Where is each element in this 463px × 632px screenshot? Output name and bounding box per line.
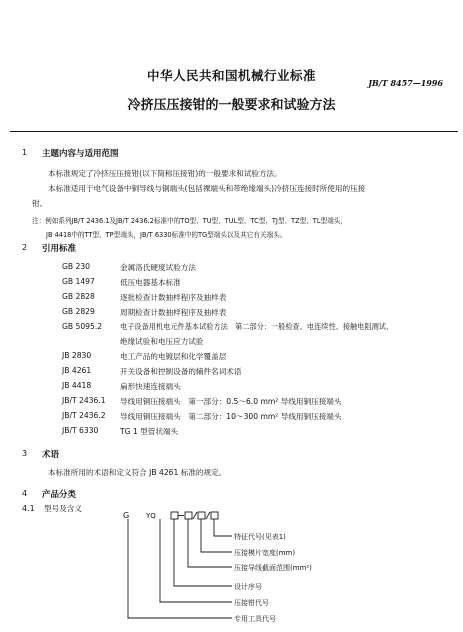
section-1-paragraph-2-cont: 钳。: [32, 199, 48, 208]
standard-category-title: 中华人民共和国机械行业标准: [146, 68, 316, 83]
reference-code: GB 5095.2: [62, 322, 103, 331]
section-2-title: 引用标准: [42, 244, 77, 254]
diagram-label: 压接模片宽度(mm): [234, 549, 296, 557]
reference-title: 金属洛氏硬度试验方法: [120, 263, 196, 272]
section-1-note-line-1: 注：例如系列JB/T 2436.1及JB/T 2436.2标准中的TO型、TU型、TUL型、TC型、TJ型、TZ型、TL型端头，: [32, 217, 347, 225]
diagram-label: 特征代号(见表1): [234, 533, 286, 541]
reference-code: JB/T 2436.2: [62, 411, 106, 420]
reference-code: JB 4261: [62, 366, 92, 375]
code-box-3: [198, 512, 205, 519]
prefix-g: G: [123, 511, 130, 520]
reference-code: GB 2828: [62, 292, 95, 301]
diagram-label: 压接钳代号: [234, 599, 269, 607]
reference-title-continued: 绝缘试验和电压应力试验: [120, 337, 204, 346]
code-slash-2: [206, 512, 210, 519]
section-1-number: 1: [22, 148, 28, 157]
section-1-paragraph-2: 本标准适用于电气设备中铜导线与铜端头(包括裸端头和带绝缘端头)冷挤压连接时所使用的压接: [48, 184, 366, 193]
reference-code: GB 1497: [62, 277, 95, 286]
leader-line-2: [201, 519, 232, 552]
document-title: 冷挤压压接钳的一般要求和试验方法: [127, 98, 336, 113]
reference-title: 电工产品的电镀层和化学覆盖层: [120, 352, 227, 361]
section-3-paragraph: 本标准所用的术语和定义符合 JB 4261 标准的规定。: [48, 468, 227, 477]
subsection-4-1-number: 4.1: [22, 504, 35, 513]
reference-code: JB 2830: [62, 351, 92, 360]
reference-title: 低压电器基本标准: [120, 278, 181, 287]
leader-line-6: [128, 519, 232, 618]
leader-line-1: [214, 519, 232, 536]
section-4-title: 产品分类: [42, 490, 77, 500]
prefix-yq: YQ: [146, 512, 156, 520]
leader-line-3: [188, 519, 232, 567]
reference-title: 电子设备用机电元件基本试验方法 第二部分：一般检查、电连续性、接触电阻测试、: [120, 322, 394, 331]
reference-code: JB/T 6330: [62, 426, 99, 435]
reference-title: 逐批检查计数抽样程序及抽样表: [120, 293, 227, 302]
section-4-number: 4: [22, 489, 28, 498]
reference-title: 导线用铜压接端头 第一部分：0.5～6.0 mm² 导线用铜压接端头: [120, 397, 342, 406]
section-1-title: 主题内容与适用范围: [42, 149, 119, 159]
diagram-label: 压接导线截面范围(mm²): [234, 564, 312, 572]
reference-title: TG 1 型管状端头: [120, 427, 179, 436]
reference-title: 扁形快速连接端头: [120, 382, 181, 391]
section-2-number: 2: [22, 243, 28, 252]
section-3-title: 术语: [42, 450, 60, 460]
leader-line-4: [174, 519, 232, 586]
reference-code: JB/T 2436.1: [62, 396, 106, 405]
reference-code: JB 4418: [62, 381, 92, 390]
code-box-2: [185, 512, 192, 519]
section-1-paragraph-1: 本标准规定了冷挤压压接钳(以下简称压接钳)的一般要求和试验方法。: [48, 169, 282, 178]
code-slash-1: [193, 512, 197, 519]
subsection-4-1-title: 型号及含义: [44, 504, 82, 513]
reference-title: 开关设备和控制设备的辅件名词术语: [120, 367, 242, 376]
reference-code: GB 230: [62, 262, 91, 271]
leader-line-5: [160, 519, 232, 602]
code-box-4: [211, 512, 218, 519]
reference-title: 导线用铜压接端头 第二部分：10～300 mm² 导线用铜压接端头: [120, 412, 342, 421]
code-box-1: [171, 512, 178, 519]
diagram-label: 设计序号: [234, 583, 262, 591]
reference-title: 周期检查计数抽样程序及抽样表: [120, 308, 227, 317]
diagram-label: 专用工具代号: [234, 615, 276, 623]
section-3-number: 3: [22, 449, 28, 458]
reference-code: GB 2829: [62, 307, 95, 316]
standard-code: JB/T 8457—1996: [368, 78, 443, 88]
diagram-lines: [128, 512, 232, 618]
section-1-note-line-2: JB 4418中的TT型、TP型端头，JB/T 6330标准中的TG型端头以及其它有关端头。: [46, 231, 287, 239]
